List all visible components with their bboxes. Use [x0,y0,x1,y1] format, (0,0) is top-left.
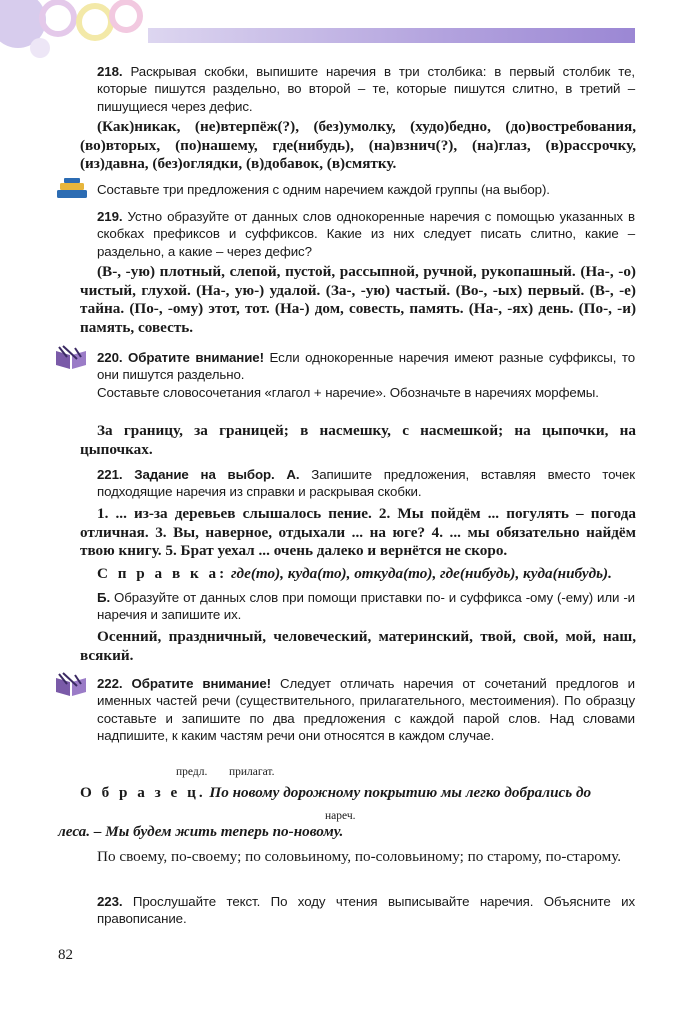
ex220-words: За границу, за границей; в насмешку, с насмешкой; на цыпочки, на цыпочках. [80,422,636,458]
ex222-task-text: Следует отличать наречия от сочетаний предлогов и именных частей речи (существительного, прилагательного, местоимения). По образцу составьте и запишите по два предложения с каждой парой слов. Над словами надпишите, к каким частям речи они относятся в каждом случае. [97,676,635,743]
books-icon [55,177,89,201]
header-bar [148,28,635,43]
creative-task: Составьте три предложения с одним наречием каждой группы (на выбор). [97,182,550,197]
ex221-task [97,466,635,501]
ex221-task-text: Запишите предложения, вставляя вместо точек подходящие наречия из справки и раскрывая скобки. [97,467,635,500]
ex220-task2: Составьте словосочетания «глагол + наречие». Обозначьте в наречиях морфемы. [97,385,599,400]
spravka-label: С п р а в к а: [97,565,228,582]
spravka-words: где(то), куда(то), откуда(то), где(нибудь), куда(нибудь). [227,565,612,582]
ex222-words: По своему, по-своему; по соловьиному, по-соловьиному; по старому, по-старому. [97,848,622,865]
ex223-number: 223. [97,894,123,909]
ex222-obrazec-line1 [80,784,640,803]
ex221-b-task [97,589,635,624]
ex222-task [97,675,635,744]
ex219-number: 219. [97,209,123,224]
attention-book-icon [53,345,89,371]
ex219-task [97,208,635,260]
ex221-b-words: Осенний, праздничный, человеческий, материнский, твой, свой, мой, наш, всякий. [80,628,636,664]
obrazec-text-1: По новому дорожному покрытию мы легко добрались до [205,784,592,801]
ex220-number: 220. Обратите внимание! [97,350,264,365]
ex222-obrazec-line2: леса. – Мы будем жить теперь по-новому. [58,823,344,840]
ex221-b-label: Б. [97,590,111,605]
ex219-task-text: Устно образуйте от данных слов однокоренные наречия с помощью указанных в скобках префиксов и суффиксов. Какие из них следует писать слитно, какие – раздельно, а какие – через дефис? [97,209,635,259]
ex222-number: 222. Обратите внимание! [97,676,271,691]
ex218-task-text: Раскрывая скобки, выпишите наречия в три столбика: в первый столбик те, которые пишутся раздельно, во второй – те, которые пишутся слитно, в третий – пишущиеся через дефис. [97,64,635,114]
ex218-task [97,63,635,115]
header-circles-decoration [0,0,160,60]
ex221-text: 1. ... из-за деревьев слышалось пение. 2. Мы пойдём ... погулять – погода отличная. 3. Вы, наверное, отдыхали ... на юге? 4. ... мы обязательно найдём твою книгу. 5. Брат уехал ... очень далеко и вернётся не скоро. [80,505,636,560]
ex219-words: (В-, -ую) плотный, слепой, пустой, рассыпной, ручной, рукопашный. (На-, -о) чистый, глухой. (На-, ую-) удалой. (За-, -ую) частый. (Во-, -ых) первый. (В-, -е) тайна. (По-, -ому) этот, тот. (На-) дом, совесть, память. (На-, -ях) день. (По-, -и) память, совесть. [80,263,636,336]
ex220-task [97,349,635,384]
ex223-task-text: Прослушайте текст. По ходу чтения выписывайте наречия. Объясните их правописание. [97,894,635,927]
page-number: 82 [58,947,73,963]
ex223-task [97,893,635,928]
ex221-spravka [97,565,637,584]
note-narech: нареч. [325,810,356,822]
ex218-words: (Как)никак, (не)втерпёж(?), (без)умолку, (худо)бедно, (до)востребования, (во)вторых, (по)нашему, где(нибудь), (на)взнич(?), (на)глаз, (в)рассрочку, (из)давна, (без)оглядки, (в)добавок, (в)смятку. [80,118,636,173]
note-prilagat: прилагат. [229,766,275,778]
ex218-number: 218. [97,64,123,79]
ex220-task-text: Если однокоренные наречия имеют разные суффиксы, то они пишутся раздельно. [97,350,635,383]
ex221-number: 221. Задание на выбор. А. [97,467,300,482]
ex221-b-task-text: Образуйте от данных слов при помощи приставки по- и суффикса -ому (-ему) или -и наречия и запишите их. [97,590,635,623]
attention-book-icon-2 [53,672,89,698]
note-predl: предл. [176,766,208,778]
obrazec-label: О б р а з е ц. [80,784,206,801]
